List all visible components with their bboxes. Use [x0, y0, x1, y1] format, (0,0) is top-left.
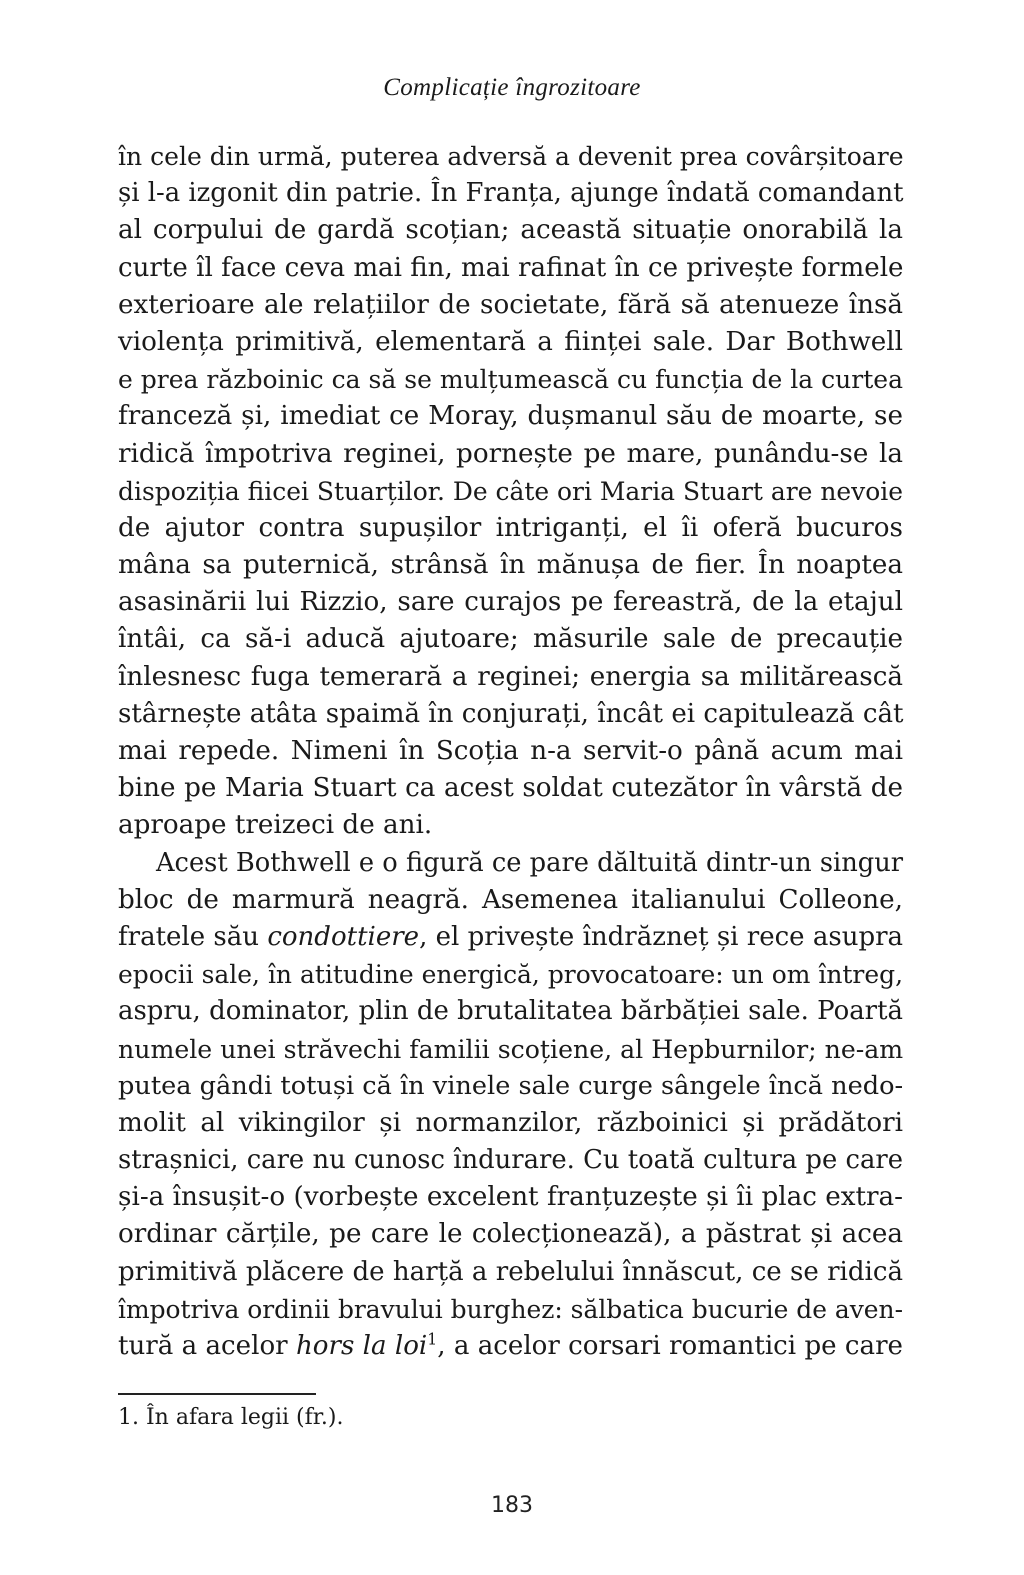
- text-fragment: , el privește îndrăzneț și rece asupra: [419, 921, 904, 952]
- running-head: Complicație îngrozitoare: [383, 74, 641, 101]
- text-line: exterioare ale relațiilor de societate, fără să atenueze însă: [118, 289, 903, 320]
- text-line: de ajutor contra supușilor intriganți, el îi oferă bucuros: [118, 512, 903, 543]
- text-line: întâi, ca să-i aducă ajutoare; măsurile sale de precauție: [118, 624, 903, 655]
- text-line: asasinării lui Rizzio, sare curajos pe fereastră, de la etajul: [118, 587, 903, 618]
- text-line: al corpului de gardă scoțian; această situație onorabilă la: [118, 215, 903, 246]
- text-line: mâna sa puternică, strânsă în mănușa de fier. În noaptea: [118, 550, 903, 581]
- text-line: violența primitivă, elementară a ființei sale. Dar Bothwell: [118, 326, 903, 357]
- text-line: aproape treizeci de ani.: [118, 810, 433, 841]
- text-fragment: tură a acelor: [118, 1331, 296, 1361]
- paragraph-2-middle: [118, 956, 903, 1328]
- text-line: numele unei străvechi familii scoțiene, al Hepburnilor; ne-am: [118, 1034, 904, 1064]
- text-line: franceză și, imediat ce Moray, dușmanul său de moarte, se: [118, 401, 903, 432]
- text-fragment: fratele său: [118, 921, 268, 952]
- text-line: putea gândi totuși că în vinele sale curge sângele încă nedo-: [118, 1070, 904, 1101]
- text-line: aspru, dominator, plin de brutalitatea bărbăției sale. Poartă: [118, 996, 903, 1027]
- text-line: [118, 919, 903, 956]
- text-line: Acest Bothwell e o figură ce pare dăltuită dintr-un singur: [156, 847, 904, 878]
- footnote-divider: [118, 1393, 316, 1395]
- italic-term: condottiere: [267, 921, 420, 952]
- text-line: ordinar cărțile, pe care le colecționează), a păstrat și acea: [118, 1219, 903, 1250]
- text-line: epocii sale, în atitudine energică, provocatoare: un om întreg,: [118, 960, 903, 990]
- text-line: dispoziția fiicei Stuarților. De câte ori Maria Stuart are nevoie: [118, 476, 904, 506]
- text-line: bloc de marmură neagră. Asemenea italianului Colleone,: [118, 884, 903, 915]
- text-fragment: , a acelor corsari romantici pe care: [437, 1331, 903, 1361]
- footnote-marker[interactable]: 1: [427, 1329, 438, 1349]
- text-line: și l-a izgonit din patrie. În Franța, ajunge îndată comandant: [118, 178, 904, 209]
- text-line: în cele din urmă, puterea adversă a devenit prea covârșitoare: [118, 142, 904, 171]
- paragraph-2: [118, 845, 903, 1366]
- paragraph-1: [118, 138, 903, 845]
- text-line: [118, 1328, 903, 1365]
- text-line: împotriva ordinii bravului burghez: sălbatica bucurie de aven-: [118, 1294, 903, 1324]
- text-line: ridică împotriva reginei, pornește pe mare, punându-se la: [118, 438, 903, 469]
- text-line: mai repede. Nimeni în Scoția n-a servit-o până acum mai: [118, 736, 903, 766]
- text-line: molit al vikingilor și normanzilor, războinici și prădători: [118, 1107, 903, 1138]
- text-line: curte îl face ceva mai fin, mai rafinat în ce privește formele: [118, 252, 904, 283]
- page-number: 183: [491, 1493, 533, 1518]
- text-line: bine pe Maria Stuart ca acest soldat cutezător în vârstă de: [118, 773, 903, 804]
- text-line: și-a însușit-o (vorbește excelent franțuzește și îi plac extra-: [118, 1182, 903, 1213]
- footnote: 1. În afara legii (fr.).: [118, 1405, 344, 1430]
- text-line: e prea războinic ca să se mulțumească cu funcția de la curtea: [118, 365, 903, 395]
- body-text: [118, 138, 903, 1365]
- text-line: stârnește atâta spaimă în conjurați, încât ei capitulează cât: [118, 698, 904, 729]
- text-line: primitivă plăcere de harță a rebelului înnăscut, ce se ridică: [118, 1256, 903, 1287]
- italic-term: hors la loi: [295, 1331, 428, 1361]
- text-line: strașnici, care nu cunosc îndurare. Cu toată cultura pe care: [118, 1145, 903, 1176]
- text-line: înlesnesc fuga temerară a reginei; energia sa militărească: [118, 661, 903, 692]
